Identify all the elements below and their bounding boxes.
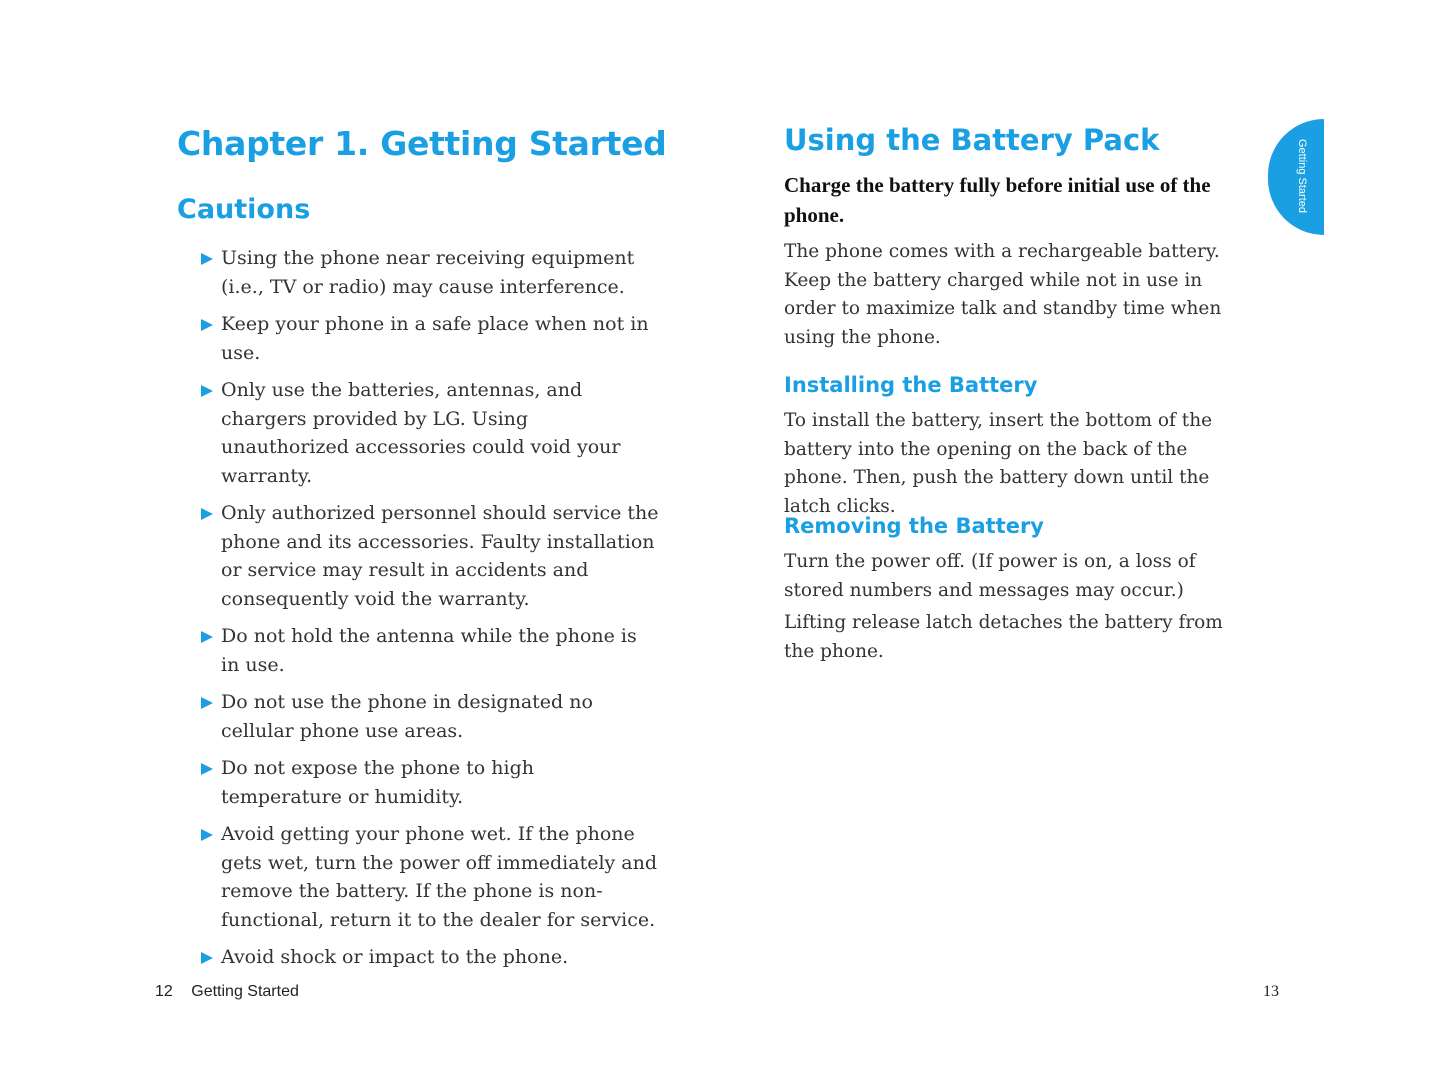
footer-section-label: Getting Started: [191, 983, 299, 1000]
caution-item: Avoid getting your phone wet. If the phone gets wet, turn the power off immediately and remove the battery. If the phone is non-functional, return it to the dealer for service.: [200, 820, 660, 934]
removing-heading: Removing the Battery: [784, 514, 1044, 538]
triangle-bullet-icon: [201, 508, 213, 520]
caution-item: Only use the batteries, antennas, and chargers provided by LG. Using unauthorized accessories could void your warranty.: [200, 376, 660, 490]
battery-intro-text: The phone comes with a rechargeable battery. Keep the battery charged while not in use in order to maximize talk and standby time when using the phone.: [784, 241, 1222, 348]
battery-pack-title: Using the Battery Pack: [784, 123, 1160, 157]
page-number-right: 13: [1263, 983, 1279, 1000]
triangle-bullet-icon: [201, 952, 213, 964]
caution-item: Avoid shock or impact to the phone.: [200, 943, 660, 972]
triangle-bullet-icon: [201, 763, 213, 775]
chapter-tab-label: Getting Started: [1296, 139, 1308, 213]
triangle-bullet-icon: [201, 319, 213, 331]
battery-lead-text: Charge the battery fully before initial use of the phone.: [784, 173, 1211, 227]
section-title-cautions: Cautions: [177, 194, 311, 225]
caution-item: Do not hold the antenna while the phone is in use.: [200, 622, 660, 679]
cautions-list: [200, 244, 660, 981]
chapter-title: Chapter 1. Getting Started: [177, 124, 667, 163]
footer-left: [155, 983, 299, 1001]
triangle-bullet-icon: [201, 631, 213, 643]
triangle-bullet-icon: [201, 697, 213, 709]
caution-item: Do not expose the phone to high temperature or humidity.: [200, 754, 660, 811]
installing-heading: Installing the Battery: [784, 373, 1038, 397]
chapter-tab: [1268, 119, 1324, 235]
triangle-bullet-icon: [201, 385, 213, 397]
removing-text-1: Turn the power off. (If power is on, a loss of stored numbers and messages may occur.): [784, 551, 1196, 601]
caution-item: Using the phone near receiving equipment (i.e., TV or radio) may cause interference.: [200, 244, 660, 301]
caution-item: Keep your phone in a safe place when not in use.: [200, 310, 660, 367]
right-page: [718, 0, 1436, 1074]
caution-item: Do not use the phone in designated no cellular phone use areas.: [200, 688, 660, 745]
triangle-bullet-icon: [201, 253, 213, 265]
removing-text-2: Lifting release latch detaches the battery from the phone.: [784, 612, 1223, 662]
caution-item: Only authorized personnel should service the phone and its accessories. Faulty installation or service may result in accidents and consequently void the warranty.: [200, 499, 660, 613]
triangle-bullet-icon: [201, 829, 213, 841]
page-number-left: 12: [155, 983, 173, 1000]
installing-text: To install the battery, insert the bottom of the battery into the opening on the back of the phone. Then, push the battery down until the latch clicks.: [784, 410, 1213, 517]
